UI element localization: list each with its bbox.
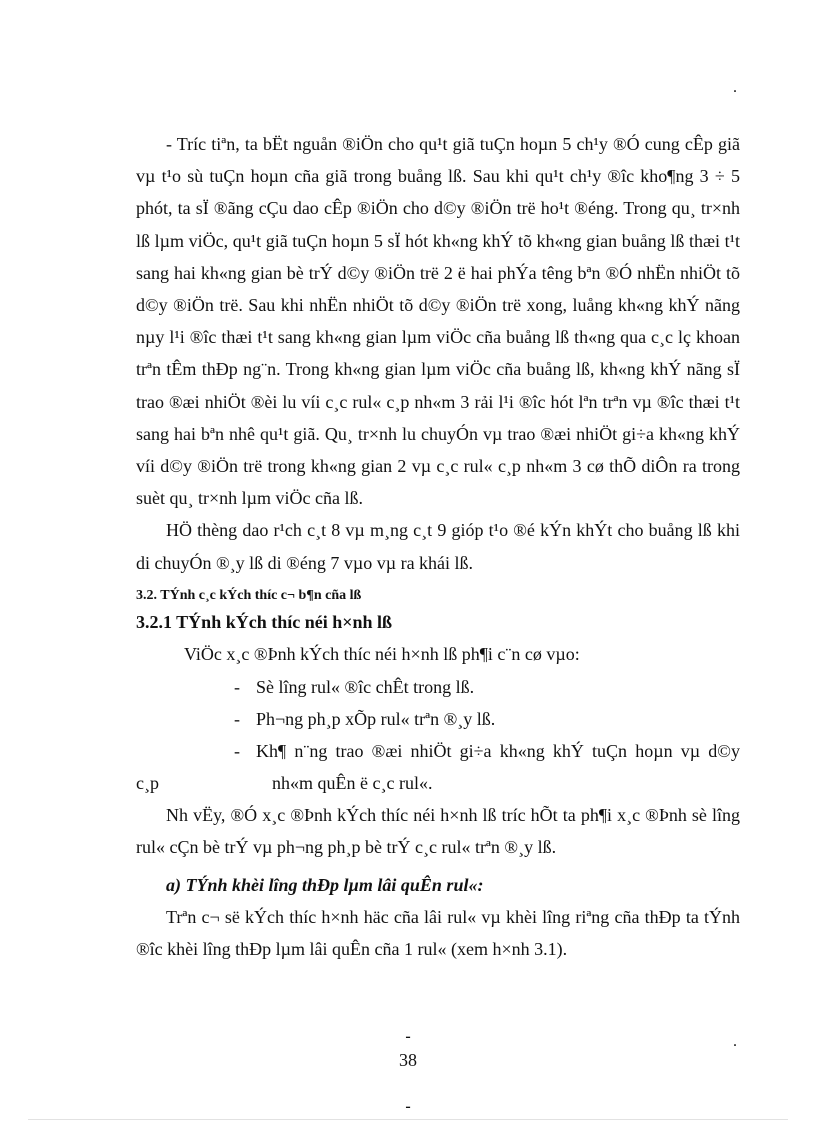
paragraph-4: Trªn c¬ së kÝch thíc h×nh häc cña lâi rul« vµ khèi lîng riªng cña thÐp ta tÝnh ®îc khèi lîng thÐp lµm lâi quÊn cña 1 rul« (xem h×nh 3.1). <box>136 907 740 960</box>
bullet-dash: - <box>234 740 240 761</box>
paragraph-1: - Tríc tiªn, ta bËt nguån ®iÖn cho qu¹t giã tuÇn hoµn 5 ch¹y ®Ó cung cÊp giã vµ t¹o sù tuÇn hoµn cña giã trong buång lß. Sau khi qu¹t ch¹y ®îc kho¶ng 3 ÷ 5 phót, ta sÏ ®ãng cÇu dao cÊp ®iÖn cho d©y ®iÖn trë ho¹t ®éng. Trong qu¸ tr×nh lß lµm viÖc, qu¹t giã tuÇn hoµn 5 sÏ hót kh«ng khÝ tõ kh«ng gian buång lß thæi t¹t sang hai kh«ng gian bè trÝ d©y ®iÖn trë 2 ë hai phÝa têng bªn ®Ó nhËn nhiÖt tõ d©y ®iÖn trë. Sau khi nhËn nhiÖt tõ d©y ®iÖn trë xong, luång kh«ng khÝ nãng nµy l¹i ®îc thæi t¹t sang kh«ng gian lµm viÖc cña buång lß th«ng qua c¸c lç khoan trªn tÊm thÐp ng¨n. Trong kh«ng gian lµm viÖc cña buång lß, kh«ng khÝ nãng sÏ trao ®æi nhiÖt ®èi lu víi c¸c rul« c¸p nh«m 3 rải l¹i ®îc hót lªn trªn vµ ®îc thæi t¹t sang hai bªn nhê qu¹t giã. Qu¸ tr×nh lu chuyÓn vµ trao ®æi nhiÖt gi÷a kh«ng khÝ víi d©y ®iÖn trë trong kh«ng gian 2 vµ c¸c rul« c¸p nh«m 3 cø thÕ diÔn ra trong suèt qu¸ tr×nh lµm viÖc cña lß. <box>136 134 740 509</box>
section-intro: ViÖc x¸c ®Þnh kÝch thíc néi h×nh lß ph¶i c¨n cø vµo: <box>184 643 580 664</box>
bullet-dash: - <box>234 708 240 729</box>
list-item-text: Kh¶ n¨ng trao ®æi nhiÖt gi÷a kh«ng khÝ tuÇn hoµn vµ d©y <box>256 740 740 761</box>
subheading-a: a) TÝnh khèi lîng thÐp lµm lâi quÊn rul«: <box>166 875 484 896</box>
page-number: 38 <box>399 1050 417 1070</box>
bottom-corner-mark: . <box>733 1033 737 1050</box>
heading-3-2: 3.2. TÝnh c¸c kÝch thíc c¬ b¶n cña lß <box>136 587 362 603</box>
top-corner-mark: . <box>733 79 737 96</box>
footer-rule <box>28 1119 788 1120</box>
paragraph-3: Nh vËy, ®Ó x¸c ®Þnh kÝch thíc néi h×nh lß tríc hÕt ta ph¶i x¸c ®Þnh sè lîng rul« cÇn bè trÝ vµ ph¬ng ph¸p bè trÝ c¸c rul« trªn ®¸y lß. <box>136 804 740 858</box>
bullet-dash: - <box>234 676 240 697</box>
paragraph-2: HÖ thèng dao r¹ch c¸t 8 vµ m¸ng c¸t 9 gióp t¹o ®é kÝn khÝt cho buång lß khi di chuyÓn ®¸y lß di ®éng 7 vµo vµ ra khái lß. <box>136 520 740 573</box>
page-body <box>136 128 740 966</box>
list-item-text: Ph¬ng ph¸p xÕp rul« trªn ®¸y lß. <box>256 708 496 729</box>
footer-dash-bottom: - <box>405 1098 411 1115</box>
list-item <box>136 671 740 703</box>
list-item-continuation <box>136 767 740 799</box>
list-item <box>136 735 740 767</box>
continuation-part-2: nh«m quÊn ë c¸c rul«. <box>272 772 433 793</box>
footer-dash-top: - <box>405 1028 411 1045</box>
continuation-part-1: c¸p <box>136 772 159 793</box>
list-item-text: Sè lîng rul« ®îc chÊt trong lß. <box>256 676 475 697</box>
list-item <box>136 703 740 735</box>
heading-3-2-1: 3.2.1 TÝnh kÝch thíc néi h×nh lß <box>136 611 393 632</box>
